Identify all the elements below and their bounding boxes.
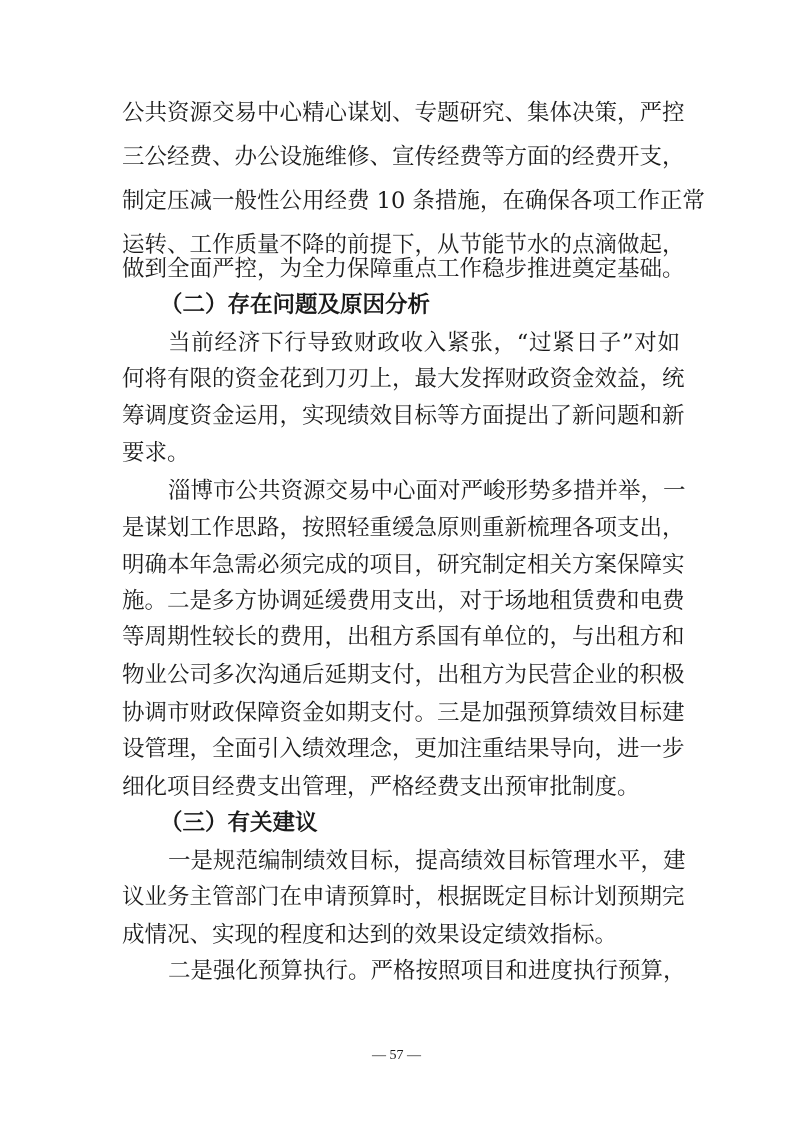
body-line: 做到全面严控，为全力保障重点工作稳步推进奠定基础。: [122, 256, 685, 282]
body-line: 二是强化预算执行。严格按照项目和进度执行预算，: [168, 958, 686, 984]
body-line: 是谋划工作思路，按照轻重缓急原则重新梳理各项支出，: [122, 515, 685, 541]
page-number: — 57 —: [372, 1048, 421, 1063]
body-line: 三公经费、办公设施维修、宣传经费等方面的经费开支，: [122, 144, 685, 170]
body-line: 淄博市公共资源交易中心面对严峻形势多措并举，一: [168, 478, 686, 504]
body-line: 筹调度资金运用，实现绩效目标等方面提出了新问题和新: [122, 403, 685, 429]
body-line: 制定压减一般性公用经费 10 条措施，在确保各项工作正常: [122, 188, 705, 214]
body-line: 明确本年急需必须完成的项目，研究制定相关方案保障实: [122, 552, 685, 578]
body-line: 公共资源交易中心精心谋划、专题研究、集体决策，严控: [122, 100, 685, 126]
body-line: 运转、工作质量不降的前提下，从节能节水的点滴做起，: [122, 232, 685, 258]
body-line: 协调市财政保障资金如期支付。三是加强预算绩效目标建: [122, 700, 685, 726]
body-line: 等周期性较长的费用，出租方系国有单位的，与出租方和: [122, 624, 685, 650]
body-line: 议业务主管部门在申请预算时，根据既定目标计划预期完: [122, 884, 685, 910]
body-line: 设管理，全面引入绩效理念，更加注重结果导向，进一步: [122, 736, 685, 762]
body-line: 成情况、实现的程度和达到的效果设定绩效指标。: [122, 922, 618, 948]
body-line: 物业公司多次沟通后延期支付，出租方为民营企业的积极: [122, 662, 685, 688]
section-heading-2: （二）存在问题及原因分析: [160, 292, 431, 318]
body-line: 施。二是多方协调延缓费用支出，对于场地租赁费和电费: [122, 588, 685, 614]
body-line: 一是规范编制绩效目标，提高绩效目标管理水平，建: [168, 848, 686, 874]
body-line: 细化项目经费支出管理，严格经费支出预审批制度。: [122, 774, 640, 800]
body-line: 当前经济下行导致财政收入紧张，“过紧日子”对如: [168, 330, 680, 356]
body-line: 要求。: [122, 440, 190, 466]
body-line: 何将有限的资金花到刀刃上，最大发挥财政资金效益，统: [122, 366, 685, 392]
section-heading-3: （三）有关建议: [160, 810, 318, 836]
